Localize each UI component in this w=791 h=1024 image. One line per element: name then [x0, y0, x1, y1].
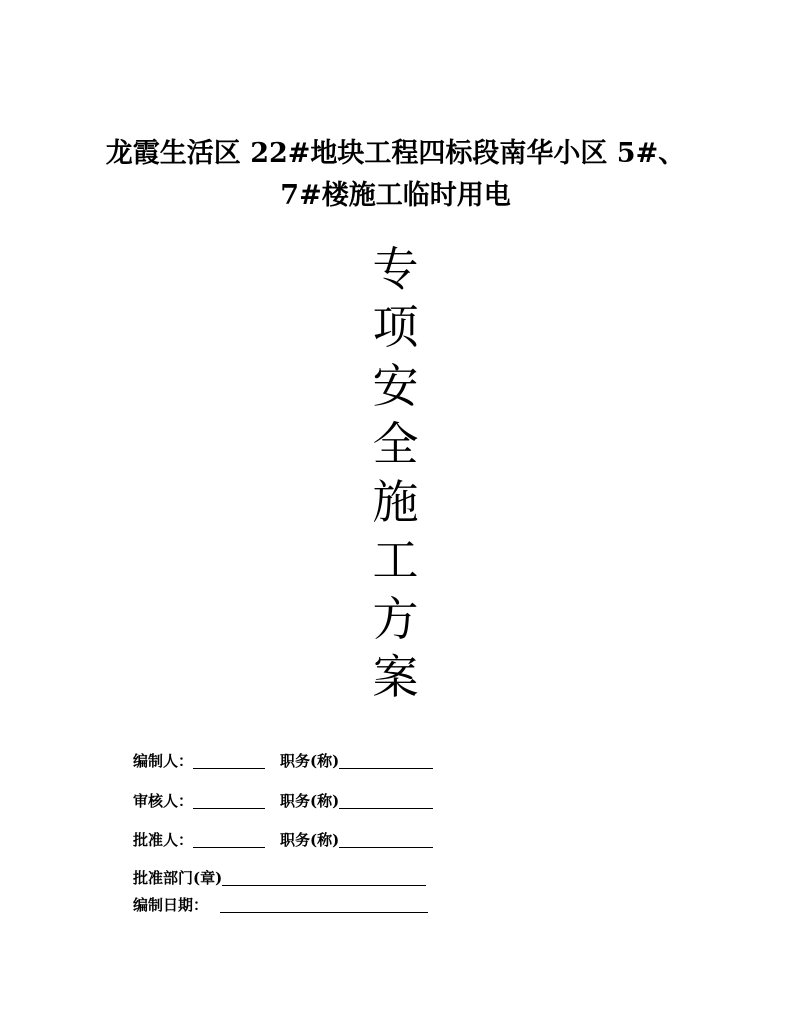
approval-dept-blank — [222, 884, 426, 886]
date-row — [133, 894, 428, 915]
compiler-label: 编制人： — [133, 752, 194, 770]
vertical-title-char: 安 — [372, 358, 419, 413]
vertical-title-char: 全 — [372, 416, 419, 471]
compiler-position-blank — [339, 767, 433, 769]
approver-blank — [193, 846, 265, 848]
vertical-title-char: 项 — [372, 300, 419, 355]
reviewer-position-label: 职务(称) — [280, 792, 340, 810]
reviewer-position-blank — [339, 807, 433, 809]
vertical-title — [340, 240, 451, 706]
reviewer-row — [133, 790, 433, 811]
approver-row — [133, 829, 433, 850]
document-title — [0, 133, 791, 217]
approver-position-blank — [339, 846, 433, 848]
title-line-1: 龙霞生活区 22#地块工程四标段南华小区 5#、 — [105, 138, 686, 169]
compiler-row — [133, 750, 433, 771]
approver-label: 批准人： — [133, 831, 194, 849]
vertical-title-char: 方 — [372, 591, 419, 646]
approval-dept-row — [133, 867, 426, 888]
vertical-title-char: 案 — [372, 650, 419, 705]
approver-position-label: 职务(称) — [280, 831, 340, 849]
date-blank — [220, 911, 428, 913]
compiler-blank — [193, 767, 265, 769]
title-line-2: 7#楼施工临时用电 — [280, 180, 511, 211]
reviewer-label: 审核人： — [133, 792, 194, 810]
vertical-title-char: 专 — [372, 242, 419, 296]
vertical-title-char: 施 — [372, 475, 419, 530]
approval-dept-label: 批准部门(章) — [133, 869, 223, 887]
compiler-position-label: 职务(称) — [280, 752, 340, 770]
reviewer-blank — [193, 807, 265, 809]
date-label: 编制日期： — [133, 896, 209, 914]
vertical-title-char: 工 — [372, 533, 419, 588]
